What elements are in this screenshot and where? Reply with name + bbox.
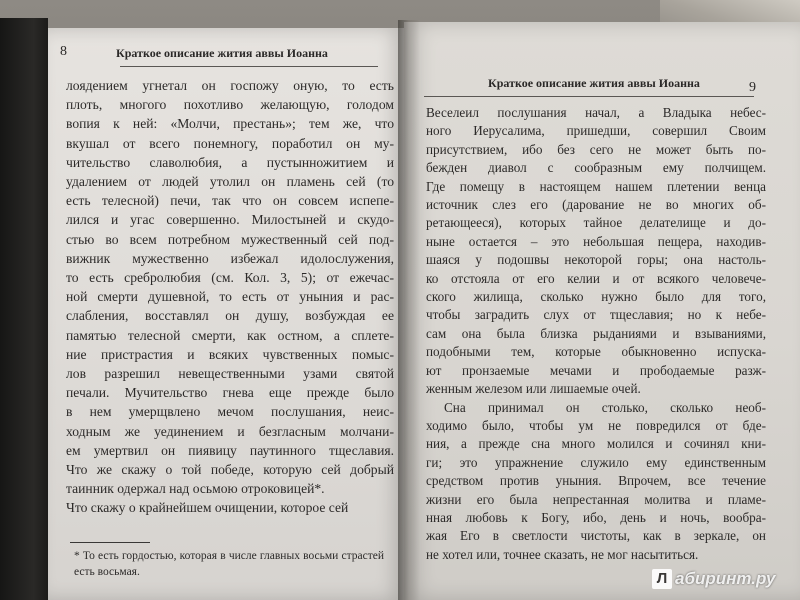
text-line: вкушал от всего понемногу, поработил он му-: [66, 135, 394, 151]
text-line: ем умертвил он пиявицу паутинного тщеславия.: [66, 442, 394, 458]
book-cover-edge: [0, 18, 48, 600]
left-header-title: Краткое описание жития аввы Иоанна: [116, 46, 328, 60]
left-page-number: 8: [60, 44, 67, 59]
text-line: ного Иерусалима, пришедши, совершил Своим: [426, 123, 766, 139]
text-line: жизни его была непрестанная молитва и пламе-: [426, 491, 766, 507]
text-line: ходным же уединением и безгласным молчани-: [66, 423, 394, 439]
text-line: удалением от людей утолил он пламень сей (то: [66, 174, 394, 190]
text-line: лов разрешил невещественными узами святой: [66, 366, 394, 382]
text-line: памятью телесной смерти, как остном, а сплете-: [66, 327, 394, 343]
text-line: стью во всем потребном мужественный сей под-: [66, 231, 394, 247]
left-running-header: [60, 44, 390, 64]
text-line: Сна принимал он столько, сколько необ-: [444, 399, 766, 415]
text-line: сам она была близка рыданиями и взываниями,: [426, 325, 766, 341]
text-line: ко отстояла от его келии и от всякого человече-: [426, 270, 766, 286]
text-line: источник слез его (дарование не во многих об-: [426, 197, 766, 213]
text-line: присутствием, ибо без сего не может быть по-: [426, 141, 766, 157]
text-line: жая Его в светлости чистоты, как в зеркале, он: [426, 528, 766, 544]
text-line: ги; это упражнение служило ему единственным: [426, 454, 766, 470]
text-line: не хотел или, точнее сказать, не мог насытиться.: [426, 546, 699, 562]
left-body-text: [66, 76, 394, 518]
right-body-text: [426, 104, 766, 564]
text-line: ныне остается – это небольшая пещера, находив-: [426, 233, 766, 249]
text-line: ретающееся), которых тайное делателище и до-: [426, 215, 766, 231]
text-line: вопия к ней: «Молчи, престань»; тем же, что: [66, 116, 394, 132]
text-line: таинник одержал над осьмою отроковицей*.: [66, 481, 325, 497]
text-line: плоть, многого похотливо желающую, голодом: [66, 97, 394, 113]
text-line: ной смерти душевной, то есть от уныния и рас-: [66, 289, 394, 305]
text-line: то есть сребролюбия (см. Кол. 3, 5); от ежечас-: [66, 270, 394, 286]
text-line: Веселеил послушания начал, а Владыка небес-: [426, 105, 766, 120]
text-line: подобными тем, которые обыкновенно испуска-: [426, 344, 766, 360]
right-header-title: Краткое описание жития аввы Иоанна: [488, 76, 700, 90]
left-header-rule: [120, 66, 378, 68]
text-line: лился и угас совершенно. Милостыней и скудо-: [66, 212, 394, 228]
watermark-text: абиринт.ру: [675, 569, 776, 588]
book-gutter: [398, 20, 420, 600]
footnote-rule: [70, 542, 150, 544]
text-line: в нем умерщвлено мечом послушания, неис-: [66, 404, 394, 420]
text-line: вижник мужественно избежал идолослужения,: [66, 250, 394, 266]
text-line: Где помещу в настоящем нашем плетении венца: [426, 178, 766, 194]
text-line: ют пронзаемые мечами и прободаемые разж-: [426, 362, 766, 378]
text-line: ния, а прежде сна много молился и сочинял кни-: [426, 436, 766, 452]
text-line: чительство славолюбия, а пустынножитием и: [66, 154, 394, 170]
text-line: Что же скажу о той победе, которую сей добрый: [66, 462, 394, 478]
text-line: ского жилища, сколько нужно было для того,: [426, 289, 766, 305]
text-line: нная любовь к Богу, ибо, день и ночь, вообра-: [426, 509, 766, 525]
text-line: слабления, восставлял он душу, возбуждая ее: [66, 308, 394, 324]
text-line: лоядением угнетал он госпожу оную, то есть: [66, 78, 394, 93]
text-line: Что скажу о крайнейшем очищении, которое сей: [66, 500, 349, 516]
text-line: средством против уныния. Впрочем, все течение: [426, 473, 766, 489]
text-line: женным железом или лишаемые очей.: [426, 381, 641, 397]
right-header-rule: [424, 96, 754, 98]
right-page: [404, 22, 800, 600]
text-line: чтобы заградить слух от тщеславия; но к небе-: [426, 307, 766, 323]
text-line: печали. Мучительство гнева еще прежде было: [66, 385, 394, 401]
left-page: [48, 28, 404, 600]
right-running-header: [424, 76, 764, 96]
watermark-logo-icon: Л: [652, 569, 672, 589]
watermark: [652, 568, 775, 590]
right-page-number: 9: [749, 80, 756, 95]
text-line: бежден диавол с сообразным ему полчищем.: [426, 160, 766, 176]
footnote: * То есть гордостью, которая в числе главных восьми страстей есть восьмая.: [74, 550, 384, 578]
text-line: ходимо было, чтобы ум не повредился от бде-: [426, 417, 766, 433]
text-line: есть телесной) печи, так что он совсем испепе-: [66, 193, 394, 209]
text-line: шаяся у подошвы некоторой горы; она настоль-: [426, 252, 766, 268]
text-line: ние пристрастия и всяких чувственных помыс-: [66, 346, 394, 362]
